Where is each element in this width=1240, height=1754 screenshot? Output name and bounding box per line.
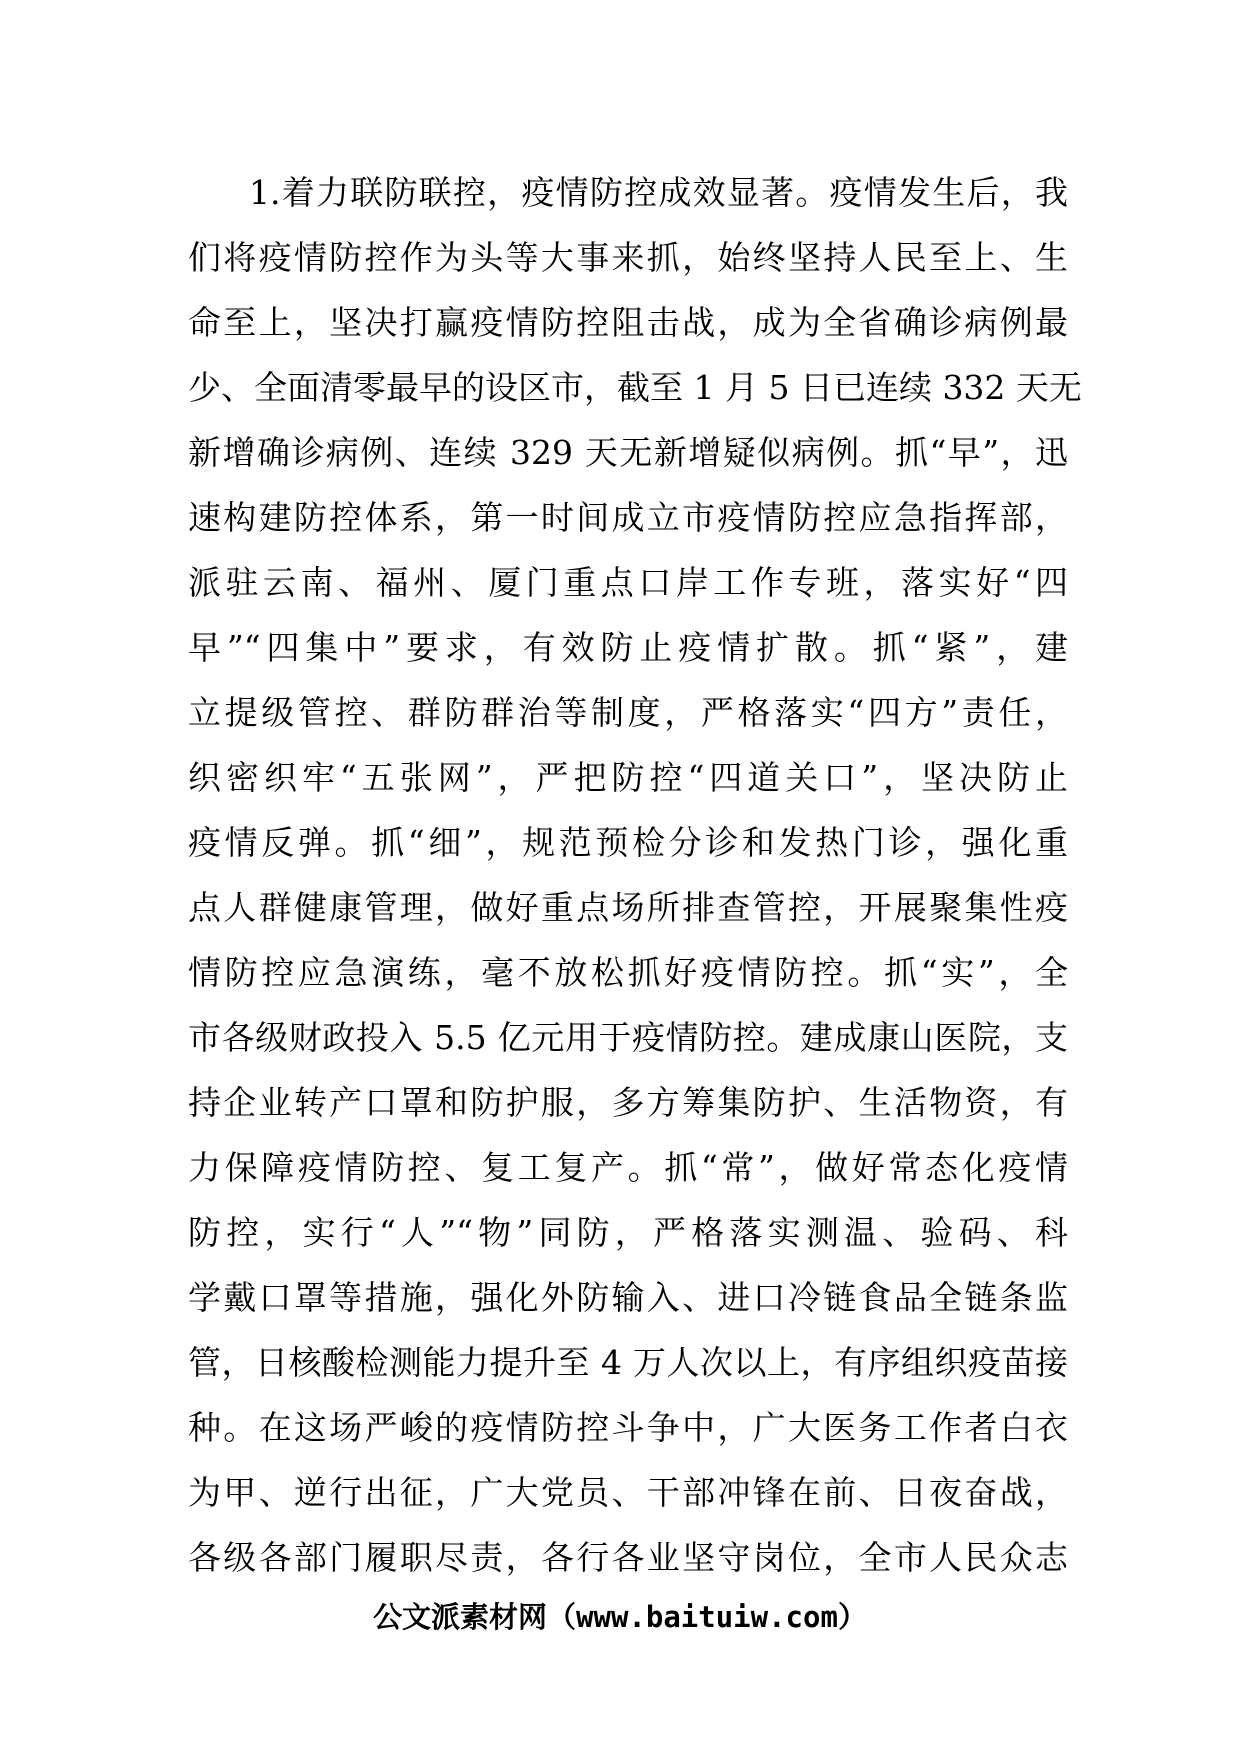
text-line: 防控，实行“人”“物”同防，严格落实测温、验码、科 (188, 1213, 1068, 1252)
text-line: 少、全面清零最早的设区市，截至 1 月 5 日已连续 332 天无 (188, 368, 1082, 407)
text-line: 1.着力联防联控，疫情防控成效显著。疫情发生后，我 (249, 173, 1068, 212)
text-line: 学戴口罩等措施，强化外防输入、进口冷链食品全链条监 (188, 1278, 1068, 1317)
text-line: 派驻云南、福州、厦门重点口岸工作专班，落实好“四 (188, 563, 1068, 602)
footer-site-name: 公文派素材网 (373, 1600, 548, 1634)
text-line: 疫情反弹。抓“细”，规范预检分诊和发热门诊，强化重 (188, 823, 1068, 862)
text-line: 命至上，坚决打赢疫情防控阻击战，成为全省确诊病例最 (188, 303, 1068, 342)
text-line: 为甲、逆行出征，广大党员、干部冲锋在前、日夜奋战， (188, 1473, 1068, 1512)
text-line: 立提级管控、群防群治等制度，严格落实“四方”责任， (188, 693, 1068, 732)
text-line: 管，日核酸检测能力提升至 4 万人次以上，有序组织疫苗接 (188, 1343, 1068, 1382)
text-line: 情防控应急演练，毫不放松抓好疫情防控。抓“实”，全 (188, 953, 1068, 992)
text-line: 织密织牢“五张网”，严把防控“四道关口”，坚决防止 (188, 758, 1068, 797)
text-line: 市各级财政投入 5.5 亿元用于疫情防控。建成康山医院，支 (188, 1018, 1068, 1057)
text-line: 各级各部门履职尽责，各行各业坚守岗位，全市人民众志 (188, 1538, 1068, 1577)
text-line: 持企业转产口罩和防护服，多方筹集防护、生活物资，有 (188, 1083, 1068, 1122)
text-line: 速构建防控体系，第一时间成立市疫情防控应急指挥部， (188, 498, 1068, 537)
text-line: 点人群健康管理，做好重点场所排查管控，开展聚集性疫 (188, 888, 1068, 927)
footer-watermark (0, 1597, 1240, 1637)
text-line: 们将疫情防控作为头等大事来抓，始终坚持人民至上、生 (188, 238, 1068, 277)
text-line: 力保障疫情防控、复工复产。抓“常”，做好常态化疫情 (188, 1148, 1068, 1187)
text-line: 种。在这场严峻的疫情防控斗争中，广大医务工作者白衣 (188, 1408, 1068, 1447)
footer-url: （www.baituiw.com） (547, 1600, 867, 1634)
text-line: 新增确诊病例、连续 329 天无新增疑似病例。抓“早”，迅 (188, 433, 1068, 472)
text-line: 早”“四集中”要求，有效防止疫情扩散。抓“紧”，建 (188, 628, 1068, 667)
body-paragraph (188, 160, 1082, 1590)
